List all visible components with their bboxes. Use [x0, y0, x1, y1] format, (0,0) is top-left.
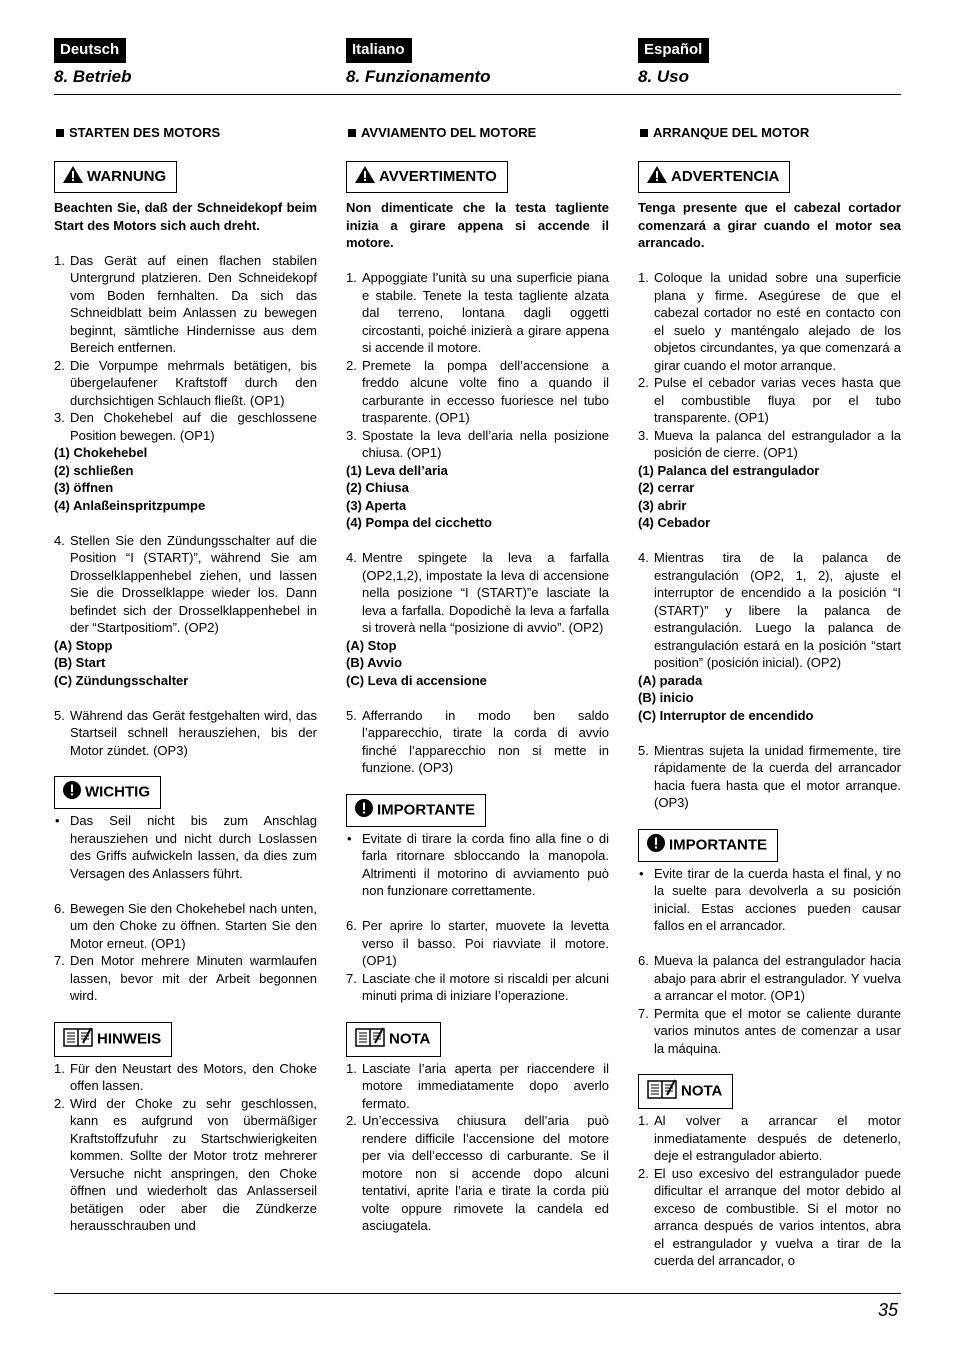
legend-item: (1) Chokehebel: [54, 445, 148, 460]
legend-item: (1) Palanca del estrangulador: [638, 462, 820, 478]
steps-list: [54, 707, 317, 760]
language-tab-italiano: Italiano: [346, 38, 412, 63]
language-tab-deutsch: Deutsch: [54, 38, 126, 63]
list-item: 2. Die Vorpumpe mehrmals betätigen, bis übergelaufener Kraftstoff durch den durchsichtigen Schlauch fließt. (OP1): [54, 357, 317, 408]
list-item: 2. Premete la pompa dell’accensione a freddo alcune volte fino a quando il carburante in eccesso fuoriesce nel tubo trasparente. (OP1): [346, 357, 609, 425]
list-item: 6. Mueva la palanca del estrangulador hacia abajo para abrir el estrangulador. Y vuelva a arrancar el motor. (OP1): [638, 953, 901, 1003]
note-label: HINWEIS: [54, 1022, 172, 1057]
important-label: IMPORTANTE: [346, 794, 486, 827]
list-item: 6. Bewegen Sie den Chokehebel nach unten, um den Choke zu öffnen. Starten Sie den Motor erneut. (OP1): [54, 900, 317, 951]
section-heading: AVVIAMENTO DEL MOTORE: [346, 125, 609, 141]
bullet-square-icon: [640, 129, 648, 137]
notes-list: [54, 1060, 317, 1235]
exclamation-circle-icon: [63, 781, 81, 804]
chapter-title: 8. Uso: [638, 67, 690, 86]
legend-item: (2) Chiusa: [346, 480, 409, 495]
list-item: 3. Mueva la palanca del estrangulador a la posición de cierre. (OP1): [638, 427, 901, 460]
important-label: IMPORTANTE: [638, 829, 778, 862]
steps-list: [54, 532, 317, 637]
legend-item: (B) Avvio: [346, 655, 403, 670]
exclamation-circle-icon: [355, 799, 373, 822]
list-item: 4. Mentre spingete la leva a farfalla (OP2,1,2), impostate la leva di accensione nella posizione “I (START)”e lasciate la leva a farfalla. Dopodichè la leva a farfalla si troverà nella “posizione di avvio”. (OP2): [346, 550, 609, 635]
warning-label: WARNUNG: [54, 161, 177, 193]
steps-list: [346, 549, 609, 637]
list-item: 7. Den Motor mehrere Minuten warmlaufen lassen, bevor mit der Arbeit begonnen wird.: [54, 953, 317, 1003]
section-heading: STARTEN DES MOTORS: [54, 125, 317, 141]
steps-list: [638, 549, 901, 672]
list-item: 3. Spostate la leva dell’aria nella posizione chiusa. (OP1): [346, 427, 609, 460]
important-list: [638, 865, 901, 935]
book-note-icon: [63, 1027, 93, 1052]
legend-item: (4) Anlaßeinspritzpumpe: [54, 497, 206, 513]
list-item: 5. Mientras sujeta la unidad firmemente, tire rápidamente de la cuerda del arrancador hacia fuera hasta que el motor arranque. (OP3): [638, 742, 901, 810]
list-item: 1. Appoggiate l’unità su una superficie piana e stabile. Tenete la testa tagliente alzata dal terreno, lontana dagli oggetti circostanti, poiché inizierà a girare appena si accende il motore.: [346, 270, 609, 355]
warning-triangle-icon: [63, 166, 83, 188]
steps-list: [346, 707, 609, 777]
legend-item: (3) abrir: [638, 497, 687, 513]
bullet-square-icon: [348, 129, 356, 137]
list-item: 2. Un’eccessiva chiusura dell’aria può rendere difficile l’accensione del motore per via dell’eccesso di carburante. Se il motore non si accende dopo alcuni tentativi, aprite l’aria e tirate la corda più volte oppure rimovete la candela ed asciugatela.: [346, 1113, 609, 1233]
legend-list: [346, 462, 609, 532]
legend-item: (A) Stop: [346, 637, 397, 653]
legend-item: (A) parada: [638, 672, 703, 688]
footer-rule: [54, 1293, 901, 1294]
legend-item: (1) Leva dell’aria: [346, 462, 448, 478]
legend-list: [638, 462, 901, 532]
legend-list: [54, 637, 317, 690]
list-item: 1. Al volver a arrancar el motor inmediatamente después de detenerlo, deje el estrangulador abierto.: [638, 1113, 901, 1163]
legend-item: (3) Aperta: [346, 497, 407, 513]
list-item: 1. Coloque la unidad sobre una superficie plana y firme. Asegúrese de que el cabezal cortador no esté en contacto con el suelo y manténgalo alejado de los objetos circundantes, ya que comenzará a girar cuando el motor arranque.: [638, 270, 901, 373]
notes-list: [638, 1112, 901, 1270]
notes-list: [346, 1060, 609, 1235]
steps-list: [346, 917, 609, 1005]
book-note-icon: [647, 1079, 677, 1104]
column-deutsch: [54, 38, 317, 1235]
legend-item: (4) Pompa del cicchetto: [346, 515, 492, 530]
list-item: 7. Lasciate che il motore si riscaldi per alcuni minuti prima di iniziare l’operazione.: [346, 970, 609, 1003]
legend-item: (4) Cebador: [638, 515, 711, 530]
legend-item: (C) Zündungsschalter: [54, 672, 189, 688]
steps-list: [54, 252, 317, 445]
legend-list: [638, 672, 901, 725]
list-item: 2. Pulse el cebador varias veces hasta que el combustible fluya por el tubo transparente. (OP1): [638, 375, 901, 425]
list-item: • Evitate di tirare la corda fino alla fine o di farla ritornare sbloccando la manopola. Altrimenti il motorino di avviamento può non funzionare correttamente.: [346, 830, 609, 900]
list-item: 1. Das Gerät auf einen flachen stabilen Untergrund platzieren. Den Schneidekopf vom Boden fernhalten. Da sich das Schneidblatt beim Anlassen zu bewegen beginnt, sämtliche Hindernisse aus dem Bereich entfernen.: [54, 252, 317, 355]
warning-triangle-icon: [355, 166, 375, 188]
steps-list: [638, 952, 901, 1057]
legend-item: (2) cerrar: [638, 480, 695, 495]
list-item: • Evite tirar de la cuerda hasta el final, y no la suelte para devolverla a su posición inicial. Estas acciones pueden causar fallos en el arrancador.: [638, 865, 901, 935]
steps-list: [638, 742, 901, 812]
book-note-icon: [355, 1027, 385, 1052]
legend-item: (2) schließen: [54, 462, 134, 478]
list-item: 3. Den Chokehebel auf die geschlossene Position bewegen. (OP1): [54, 410, 317, 443]
steps-list: [638, 269, 901, 462]
list-item: 1. Lasciate l’aria aperta per riaccendere il motore immediatamente dopo averlo fermato.: [346, 1060, 609, 1111]
steps-list: [346, 269, 609, 462]
list-item: 5. Afferrando in modo ben saldo l’apparecchio, tirate la corda di avvio finché l’apparecchio non si mette in funzione. (OP3): [346, 707, 609, 775]
list-item: 7. Permita que el motor se caliente durante varios minutos antes de comenzar a usar la máquina.: [638, 1005, 901, 1056]
legend-list: [346, 637, 609, 690]
page-number: 35: [877, 1300, 898, 1320]
note-label: NOTA: [346, 1022, 441, 1057]
steps-list: [54, 900, 317, 1005]
list-item: 4. Stellen Sie den Zündungsschalter auf die Position “I (START)”, während Sie am Drosselklappenhebel ziehen, und lassen Sie die Drosselklappe wieder los. Dann befindet sich der Drosselklappenhebel in der “Startpositiom”. (OP2): [54, 532, 317, 635]
legend-list: [54, 444, 317, 514]
note-label: NOTA: [638, 1074, 733, 1109]
list-item: 4. Mientras tira de la palanca de estrangulación (OP2, 1, 2), ajuste el interruptor de encendido a la posición “I (START)” y libere la palanca de estrangulación. Luego la palanca de estrangulación estará en la posición “start position” (posición inicial). (OP2): [638, 550, 901, 670]
important-list: [346, 830, 609, 900]
important-label: WICHTIG: [54, 776, 161, 809]
legend-item: (3) öffnen: [54, 480, 114, 495]
important-list: [54, 812, 317, 882]
warning-text: Tenga presente que el cabezal cortador comenzará a girar cuando el motor sea arrancado.: [638, 200, 901, 250]
list-item: 2. Wird der Choke zu sehr geschlossen, kann es aufgrund von übermäßiger Kraftstoffzufuhr zu Startschwierigkeiten kommen. Sollte der Motor trotz mehrerer Versuche nicht anspringen, den Choke öffnen und wiederholt das Anlasserseil betätigen oder aber die Zündkerze herausschrauben und: [54, 1095, 317, 1233]
list-item: 5. Während das Gerät festgehalten wird, das Startseil schnell herausziehen, bis der Motor zündet. (OP3): [54, 707, 317, 758]
list-item: 1. Für den Neustart des Motors, den Choke offen lassen.: [54, 1060, 317, 1093]
column-italiano: [346, 38, 609, 1235]
warning-label: AVVERTIMENTO: [346, 161, 508, 193]
warning-triangle-icon: [647, 166, 667, 188]
list-item: 6. Per aprire lo starter, muovete la levetta verso il basso. Poi riavviate il motore. (OP1): [346, 918, 609, 968]
legend-item: (B) Start: [54, 655, 106, 670]
column-espanol: [638, 38, 901, 1270]
legend-item: (B) inicio: [638, 690, 694, 705]
chapter-title: 8. Betrieb: [54, 67, 132, 86]
warning-text: Beachten Sie, daß der Schneidekopf beim Start des Motors sich auch dreht.: [54, 200, 317, 233]
list-item: • Das Seil nicht bis zum Anschlag herausziehen und nicht durch Loslassen des Griffs aufwickeln lassen, da dies zum Versagen des Anlassers führt.: [54, 812, 317, 882]
section-heading: ARRANQUE DEL MOTOR: [638, 125, 901, 141]
legend-item: (C) Interruptor de encendido: [638, 707, 814, 723]
bullet-square-icon: [56, 129, 64, 137]
legend-item: (A) Stopp: [54, 637, 113, 653]
exclamation-circle-icon: [647, 834, 665, 857]
language-tab-espanol: Español: [638, 38, 709, 63]
legend-item: (C) Leva di accensione: [346, 672, 487, 688]
warning-label: ADVERTENCIA: [638, 161, 790, 193]
list-item: 2. El uso excesivo del estrangulador puede dificultar el arranque del motor debido al exceso de combustible. Si el motor no arranca después de varios intentos, abra el estrangulador y vuelva a tirar de la cuerda del arrancador, o: [638, 1165, 901, 1268]
chapter-title: 8. Funzionamento: [346, 67, 491, 86]
warning-text: Non dimenticate che la testa tagliente inizia a girare appena si accende il motore.: [346, 200, 609, 250]
